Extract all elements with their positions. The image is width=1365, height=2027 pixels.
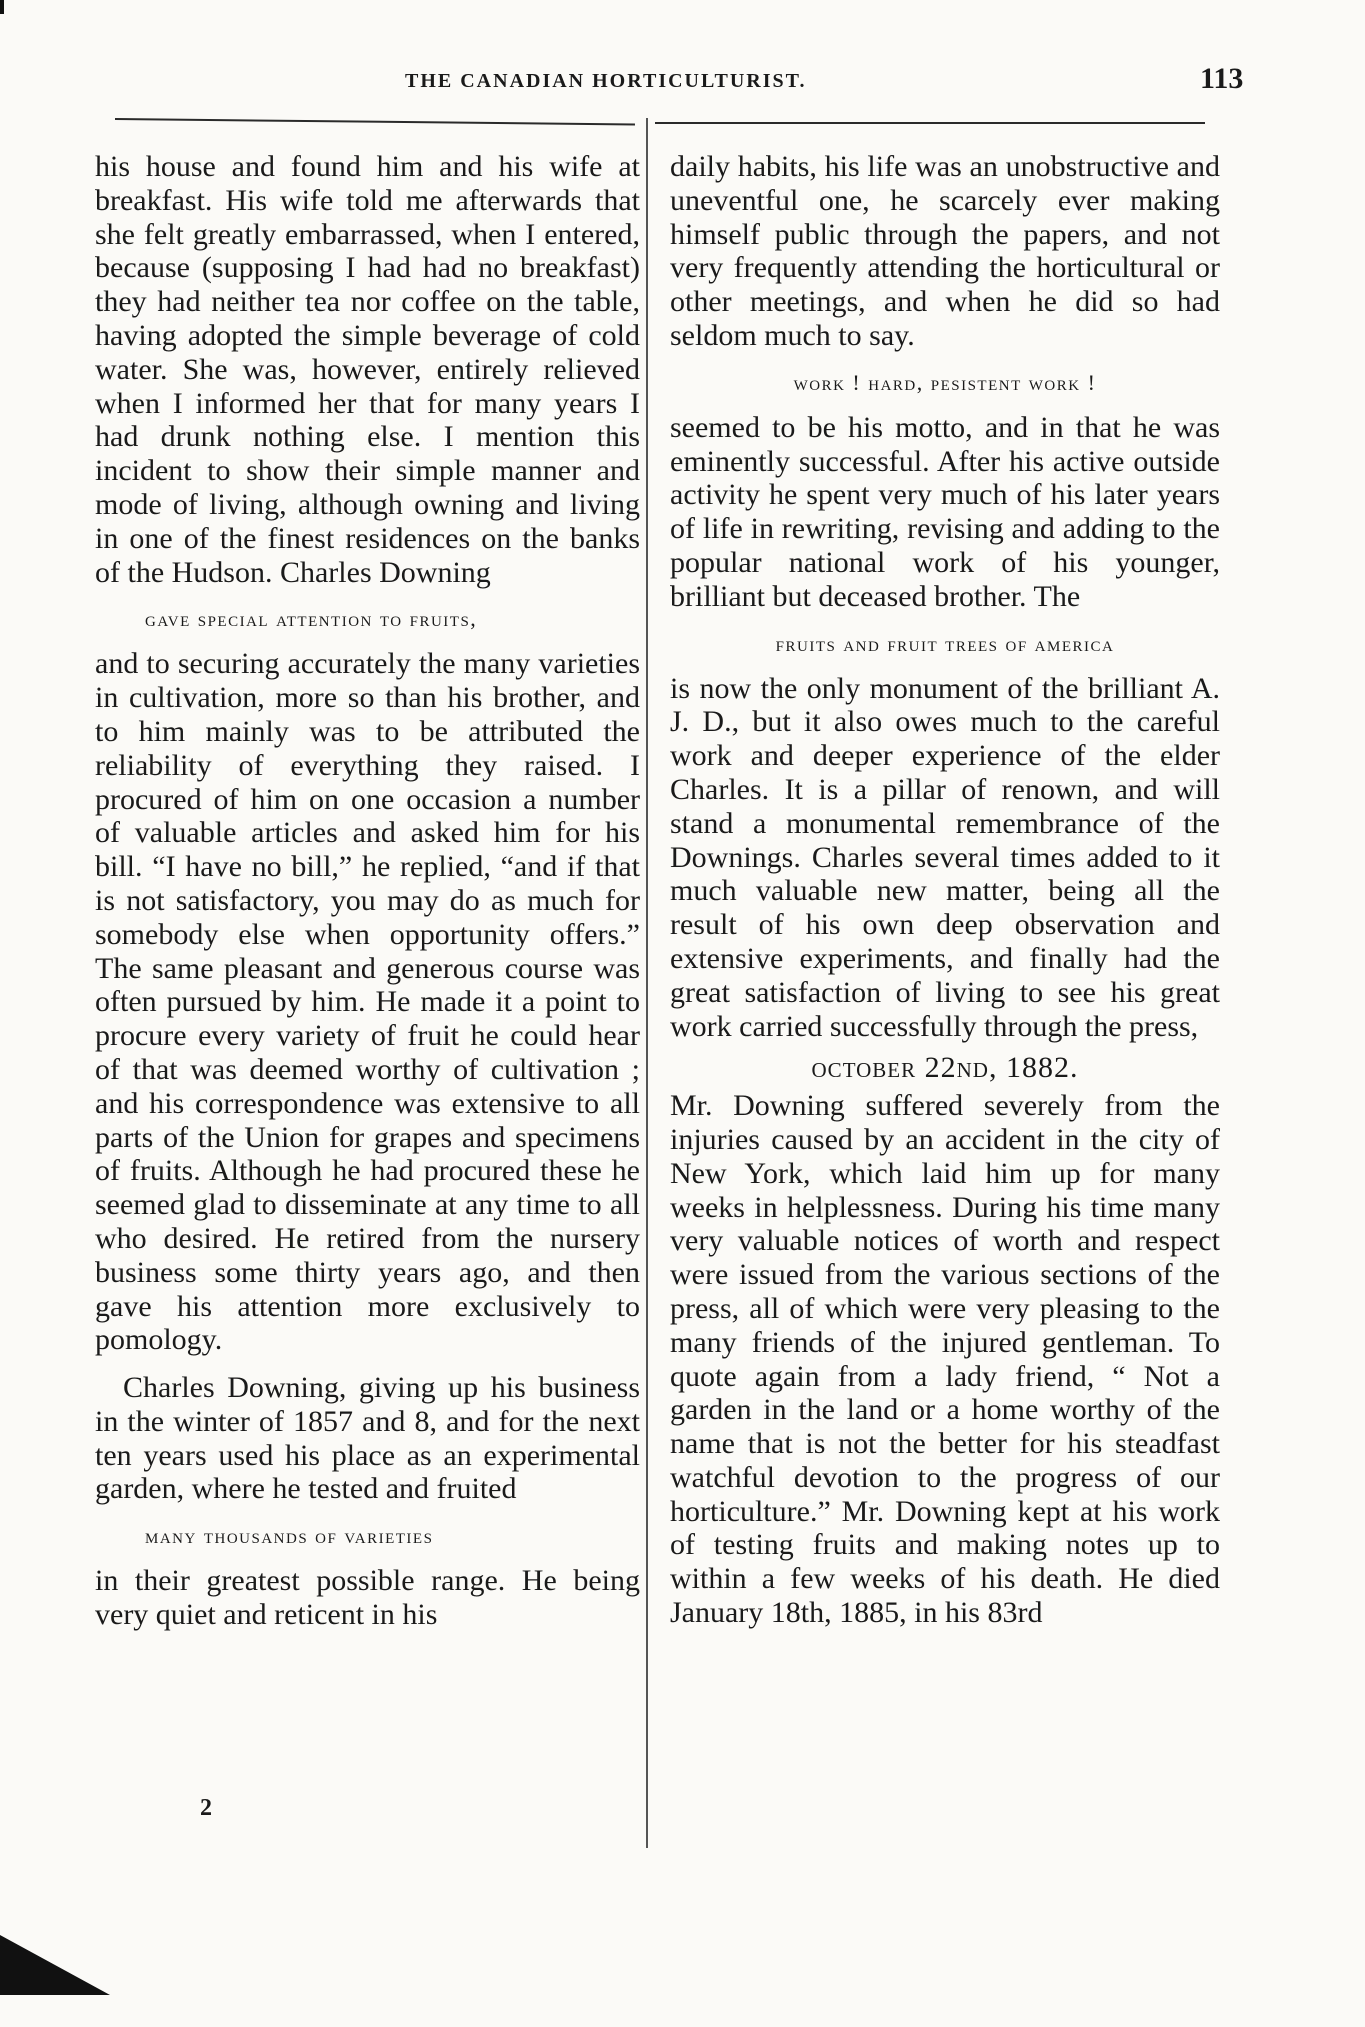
- left-paragraph-3: Charles Downing, giving up his business in the winter of 1857 and 8, and for the next ten years used his place as an experimental garden, where he tested and fruited: [95, 1371, 640, 1506]
- running-title: THE CANADIAN HORTICULTURIST.: [405, 70, 807, 92]
- left-column: [95, 150, 640, 1632]
- right-paragraph-4: Mr. Downing suffered severely from the injuries caused by an accident in the city of New York, which laid him up for many weeks in helplessness. During his time many very valuable notices of worth and respect were issued from the various sections of the press, all of which were very pleasing to the many friends of the injured gentleman. To quote again from a lady friend, “ Not a garden in the land or a home worthy of the name that is not the better for his steadfast watchful devotion to the progress of our horticulture.” Mr. Downing kept at his work of testing fruits and making notes up to within a few weeks of his death. He died January 18th, 1885, in his 83rd: [670, 1089, 1220, 1630]
- left-subheading-1: gave special attention to fruits,: [145, 606, 478, 632]
- header-rule-left: [115, 118, 635, 125]
- page-number: 113: [1200, 62, 1244, 95]
- left-paragraph-1: his house and found him and his wife at breakfast. His wife told me afterwards that she felt greatly embarrassed, when I entered, because (supposing I had had no breakfast) they had neither tea nor coffee on the table, having adopted the simple beverage of cold water. She was, however, entirely relieved when I informed her that for many years I had drunk nothing else. I mention this incident to show their simple manner and mode of living, although owning and living in one of the finest residences on the banks of the Hudson. Charles Downing: [95, 150, 640, 589]
- column-divider: [646, 118, 648, 1848]
- left-paragraph-2: and to securing accurately the many varieties in cultivation, more so than his brother, and to him mainly was to be attributed the reliability of everything they raised. I procured of him on one occasion a number of valuable articles and asked him for his bill. “I have no bill,” he replied, “and if that is not satisfactory, you may do as much for somebody else when opportunity offers.” The same pleasant and generous course was often pursued by him. He made it a point to procure every variety of fruit he could hear of that was deemed worthy of cultivation ; and his correspondence was extensive to all parts of the Union for grapes and specimens of fruits. Although he had procured these he seemed glad to disseminate at any time to all who desired. He retired from the nursery business some thirty years ago, and then gave his attention more exclusively to pomology.: [95, 647, 640, 1357]
- right-column: [670, 150, 1220, 1630]
- right-paragraph-2: seemed to be his motto, and in that he was eminently successful. After his active outside activity he spent very much of his later years of life in rewriting, revising and adding to the popular national work of his younger, brilliant but deceased brother. The: [670, 410, 1220, 613]
- left-paragraph-4: in their greatest possible range. He being very quiet and reticent in his: [95, 1564, 640, 1632]
- page-header: [0, 62, 1365, 102]
- right-subheading-2: fruits and fruit trees of america: [775, 630, 1115, 656]
- binding-shadow: [0, 1935, 110, 1995]
- right-paragraph-1: daily habits, his life was an unobstructive and uneventful one, he scarcely ever making himself public through the papers, and not very frequently attending the horticultural or other meetings, and when he did so had seldom much to say.: [670, 150, 1220, 352]
- corner-mark: [0, 0, 4, 14]
- right-dateline: october 22nd, 1882.: [811, 1051, 1079, 1085]
- signature-mark: 2: [200, 1795, 212, 1821]
- left-subheading-2: many thousands of varieties: [145, 1523, 434, 1549]
- right-paragraph-3: is now the only monument of the brilliant A. J. D., but it also owes much to the careful work and deeper experience of the elder Charles. It is a pillar of renown, and will stand a monumental remembrance of the Downings. Charles several times added to it much valuable new matter, being all the result of his own deep observation and extensive experiments, and finally had the great satisfaction of living to see his great work carried successfully through the press,: [670, 671, 1220, 1043]
- right-subheading-1: work ! hard, pesistent work !: [793, 369, 1097, 395]
- header-rule-right: [655, 122, 1205, 124]
